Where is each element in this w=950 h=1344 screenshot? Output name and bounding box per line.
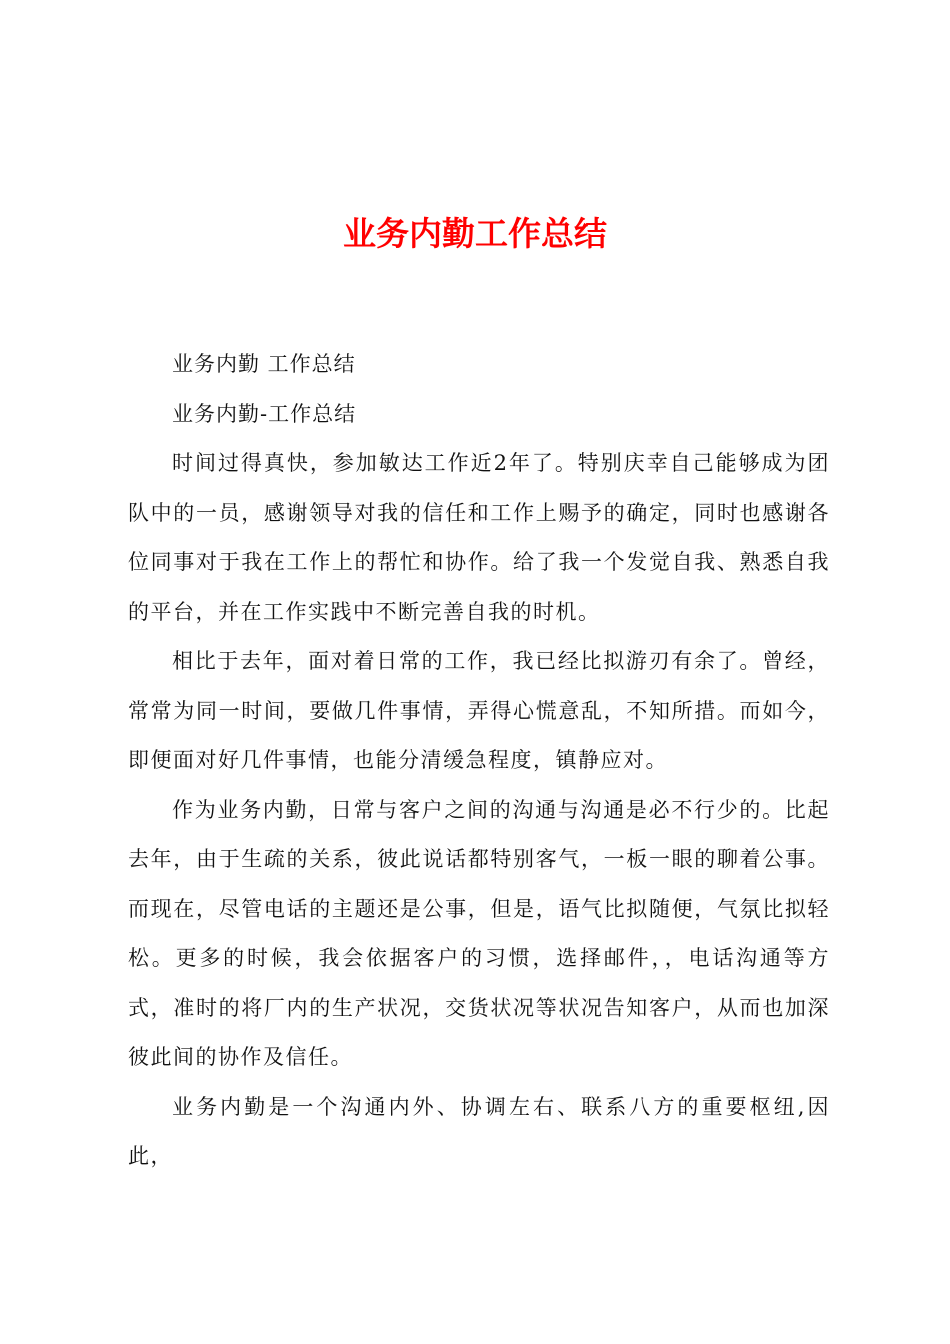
paragraph-role: 业务内勤是一个沟通内外、协调左右、联系八方的重要枢纽,因此，	[128, 1094, 830, 1168]
paragraph-comparison: 相比于去年，面对着日常的工作，我已经比拟游刃有余了。曾经，常常为同一时间，要做几件事情，弄得心慌意乱，不知所措。而如今，即便面对好几件事情，也能分清缓急程度，镇静应对。	[128, 649, 830, 772]
paragraph-communication: 作为业务内勤，日常与客户之间的沟通与沟通是必不行少的。比起去年，由于生疏的关系，彼此说话都特别客气，一板一眼的聊着公事。而现在，尽管电话的主题还是公事，但是，语气比拟随便，气氛比拟轻松。更多的时候，我会依据客户的习惯，选择邮件，，电话沟通等方式，准时的将厂内的生产状况，交货状况等状况告知客户，从而也加深彼此间的协作及信任。	[128, 797, 830, 1069]
paragraph-subtitle: 业务内勤 工作总结	[172, 352, 356, 376]
document-title: 业务内勤工作总结	[343, 214, 607, 253]
document-body	[128, 340, 830, 1182]
paragraph-intro: 时间过得真快，参加敏达工作近2年了。特别庆幸自己能够成为团队中的一员，感谢领导对我的信任和工作上赐予的确定，同时也感谢各位同事对于我在工作上的帮忙和协作。给了我一个发觉自我、熟悉自我的平台，并在工作实践中不断完善自我的时机。	[128, 451, 830, 624]
paragraph-subtitle-alt: 业务内勤-工作总结	[172, 401, 357, 426]
